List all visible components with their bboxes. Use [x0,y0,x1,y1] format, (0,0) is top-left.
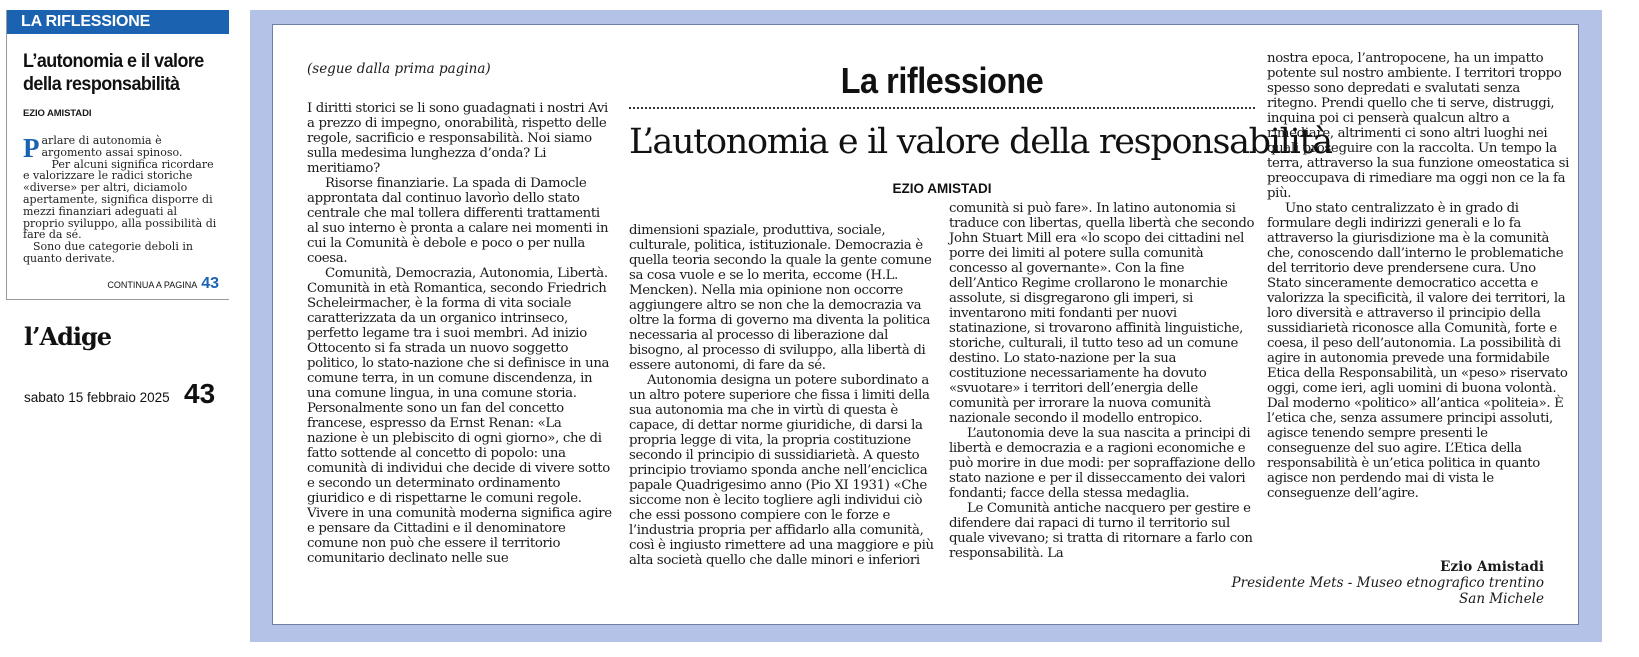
article-body [272,24,1579,625]
continued-note: (segue dalla prima pagina) [307,61,491,77]
paragraph: comunità si può fare». In latino autonomia si traduce con libertas, quella libertà che secondo John Stuart Mill era «lo scopo dei cittadini nel porre dei limiti al potere sulla comunità concesso al governante». Con la fine dell’Antico Regime crollarono le monarchie assolute, si disgregarono gli imperi, si inventarono miti fondanti per nuovi statinazione, si trovarono affinità linguistiche, storiche, culturali, il tutto teso ad un comune destino. Lo stato-nazione per la sua costituzione necessariamente ha dovuto «svuotare» i territori dell’energia delle comunità per irrorare la nuova comunità nazionale secondo il modello entropico. [949,201,1255,426]
paragraph: L’autonomia deve la sua nascita a principi di libertà e democrazia e a ragioni economiche e può morire in due modi: per sopraffazione dello stato nazione e per il disseccamento dei valori fondanti; facce della stessa medaglia. [949,426,1256,501]
paragraph: I diritti storici se li sono guadagnati i nostri Avi a prezzo di impegno, onorabilità, rispetto delle regole, sacrificio e responsabilità. Noi siamo sulla medesima lunghezza d’onda? Li meritiamo? [307,101,608,176]
text-column-4 [1267,51,1573,501]
teaser-paragraph [23,133,221,163]
text-column-3 [949,201,1255,561]
signature-role: Presidente Mets - Museo etnografico trentino [1231,575,1544,591]
teaser-body [23,135,221,265]
signature-place: San Michele [1459,591,1544,607]
page-number: 43 [184,378,216,409]
signature-name: Ezio Amistadi [1440,559,1544,575]
paragraph: Le Comunità antiche nacquero per gestire e difendere dai rapaci di turno il territorio sul quale vivevano; si tratta di ritornare a farlo con responsabilità. La [949,501,1253,561]
newspaper-logo: l’Adige [24,322,112,351]
teaser-paragraph: Sono due categorie deboli in quanto derivate. [23,240,193,265]
author-signature [1232,559,1544,607]
paragraph: nostra epoca, l’antropocene, ha un impatto potente sul nostro ambiente. I territori troppo spesso sono depredati e svalutati senza ritegno. Prendi quello che ti serve, distruggi, inquina poi ci penserà qualcun altro a rimediare, altrimenti ci sono altri luoghi nei quali proseguire con la raccolta. Un tempo la terra, attraverso la sua funzione omeostatica si preoccupava di rimediare ma oggi non ce la fa più. [1267,51,1569,201]
paragraph: dimensioni spaziale, produttiva, sociale, culturale, politica, istituzionale. Democrazia è quella teoria secondo la quale la gente comune sa cosa vuole e se lo merita, eccome (H.L. Mencken). Nella mia opinione non occorre aggiungere altro se non che la democrazia va oltre la forma di governo ma diventa la politica necessaria al processo di liberazione dal bisogno, al processo di sviluppo, alla libertà di essere autonomi, di fare da sé. [629,223,932,373]
paragraph: Comunità, Democrazia, Autonomia, Libertà. Comunità in età Romantica, secondo Friedrich Scheleirmacher, è la forma di vita sociale caratterizzata da un organico intrinseco, perfetto legame tra i suoi membri. Ad inizio Ottocento si fa strada un nuovo soggetto politico, lo stato-nazione che si definisce in una comune terra, in un comune discendenza, in una comune lingua, in una comune storia. Personalmente sono un fan del concetto francese, espresso da Ernst Renan: «La nazione è un plebiscito di ogni giorno», che di fatto sottende al concetto di popolo: una comunità di individui che decide di vivere sotto e secondo un determinato ordinamento giuridico e di rispettarne le comuni regole. Vivere in una comunità moderna significa agire e pensare da Cittadini e il denominatore comune non può che essere il territorio comunitario declinato nelle sue [307,266,612,566]
issue-date: sabato 15 febbraio 2025 [24,390,170,405]
text-column-2 [629,223,935,568]
article-byline: EZIO AMISTADI [892,181,992,196]
article-headline: L’autonomia e il valore della responsabilità [629,122,1332,162]
continue-page-number: 43 [201,275,219,292]
continue-label: CONTINUA A PAGINA [107,280,198,290]
teaser-paragraph: Per alcuni significa ricordare e valorizzare le radici storiche «diverse» per altri, diciamolo apertamente, significa disporre di mezzi finanziari adeguati al proprio sviluppo, alla possibilità di fare da sé. [23,157,217,242]
paragraph: Risorse finanziarie. La spada di Damocle approntata dal continuo lavorìo dello stato centrale che mal tollera differenti trattamenti al suo interno è pronta a calare nei momenti in cui la Comunità è debole e poco o per nulla coesa. [307,176,609,266]
article-kicker: La riflessione [840,60,1044,101]
teaser-title[interactable]: L’autonomia e il valore della responsabilità [23,50,204,95]
dotted-divider [629,107,1255,109]
teaser-author: EZIO AMISTADI [23,108,92,119]
continue-link[interactable] [107,275,219,293]
teaser-dropcap: P [23,133,40,163]
front-page-teaser[interactable] [6,10,229,300]
teaser-paragraph-text: arlare di autonomia è argomento assai spinoso. [41,134,183,159]
teaser-section-label: LA RIFLESSIONE [7,10,229,34]
paragraph: Uno stato centralizzato è in grado di formulare degli indirizzi generali e lo fa attraverso la giurisdizione ma è la comunità che, conoscendo dall’interno le problematiche del territorio deve prendersene cura. Uno Stato sinceramente democratico accetta e valorizza la specificità, il valore dei territori, la loro diversità e attraverso il principio della sussidiarietà riconosce alla Comunità, forte e coesa, il peso dell’autonomia. La possibilità di agire in autonomia prevede una formidabile Etica della Responsabilità, un «peso» riservato oggi, come ieri, agli uomini di buona volontà. Dal moderno «politico» all’antica «politeia». È l’etica che, senza assumere principi assoluti, agisce tenendo sempre presenti le conseguenze del suo agire. L’Etica della responsabilità è un’etica politica in quanto agisce non perdendo mai di vista le conseguenze dell’agire. [1267,201,1568,501]
article-frame [250,10,1602,642]
text-column-1 [307,101,613,566]
paragraph: Autonomia designa un potere subordinato a un altro potere superiore che fissa i limiti della sua autonomia ma che in virtù di questa è capace, di dettar norme giuridiche, di darsi la propria legge di vita, la propria costituzione secondo il principio di sussidiarietà. A questo principio troviamo sponda anche nell’enciclica papale Quadrigesimo anno (Pio XI 1931) «Che siccome non è lecito togliere agli individui ciò che essi possono compiere con le forze e l’industria propria per affidarlo alla comunità, così è ingiusto rimettere ad una maggiore e più alta società quello che dalle minori e inferiori [629,373,934,568]
